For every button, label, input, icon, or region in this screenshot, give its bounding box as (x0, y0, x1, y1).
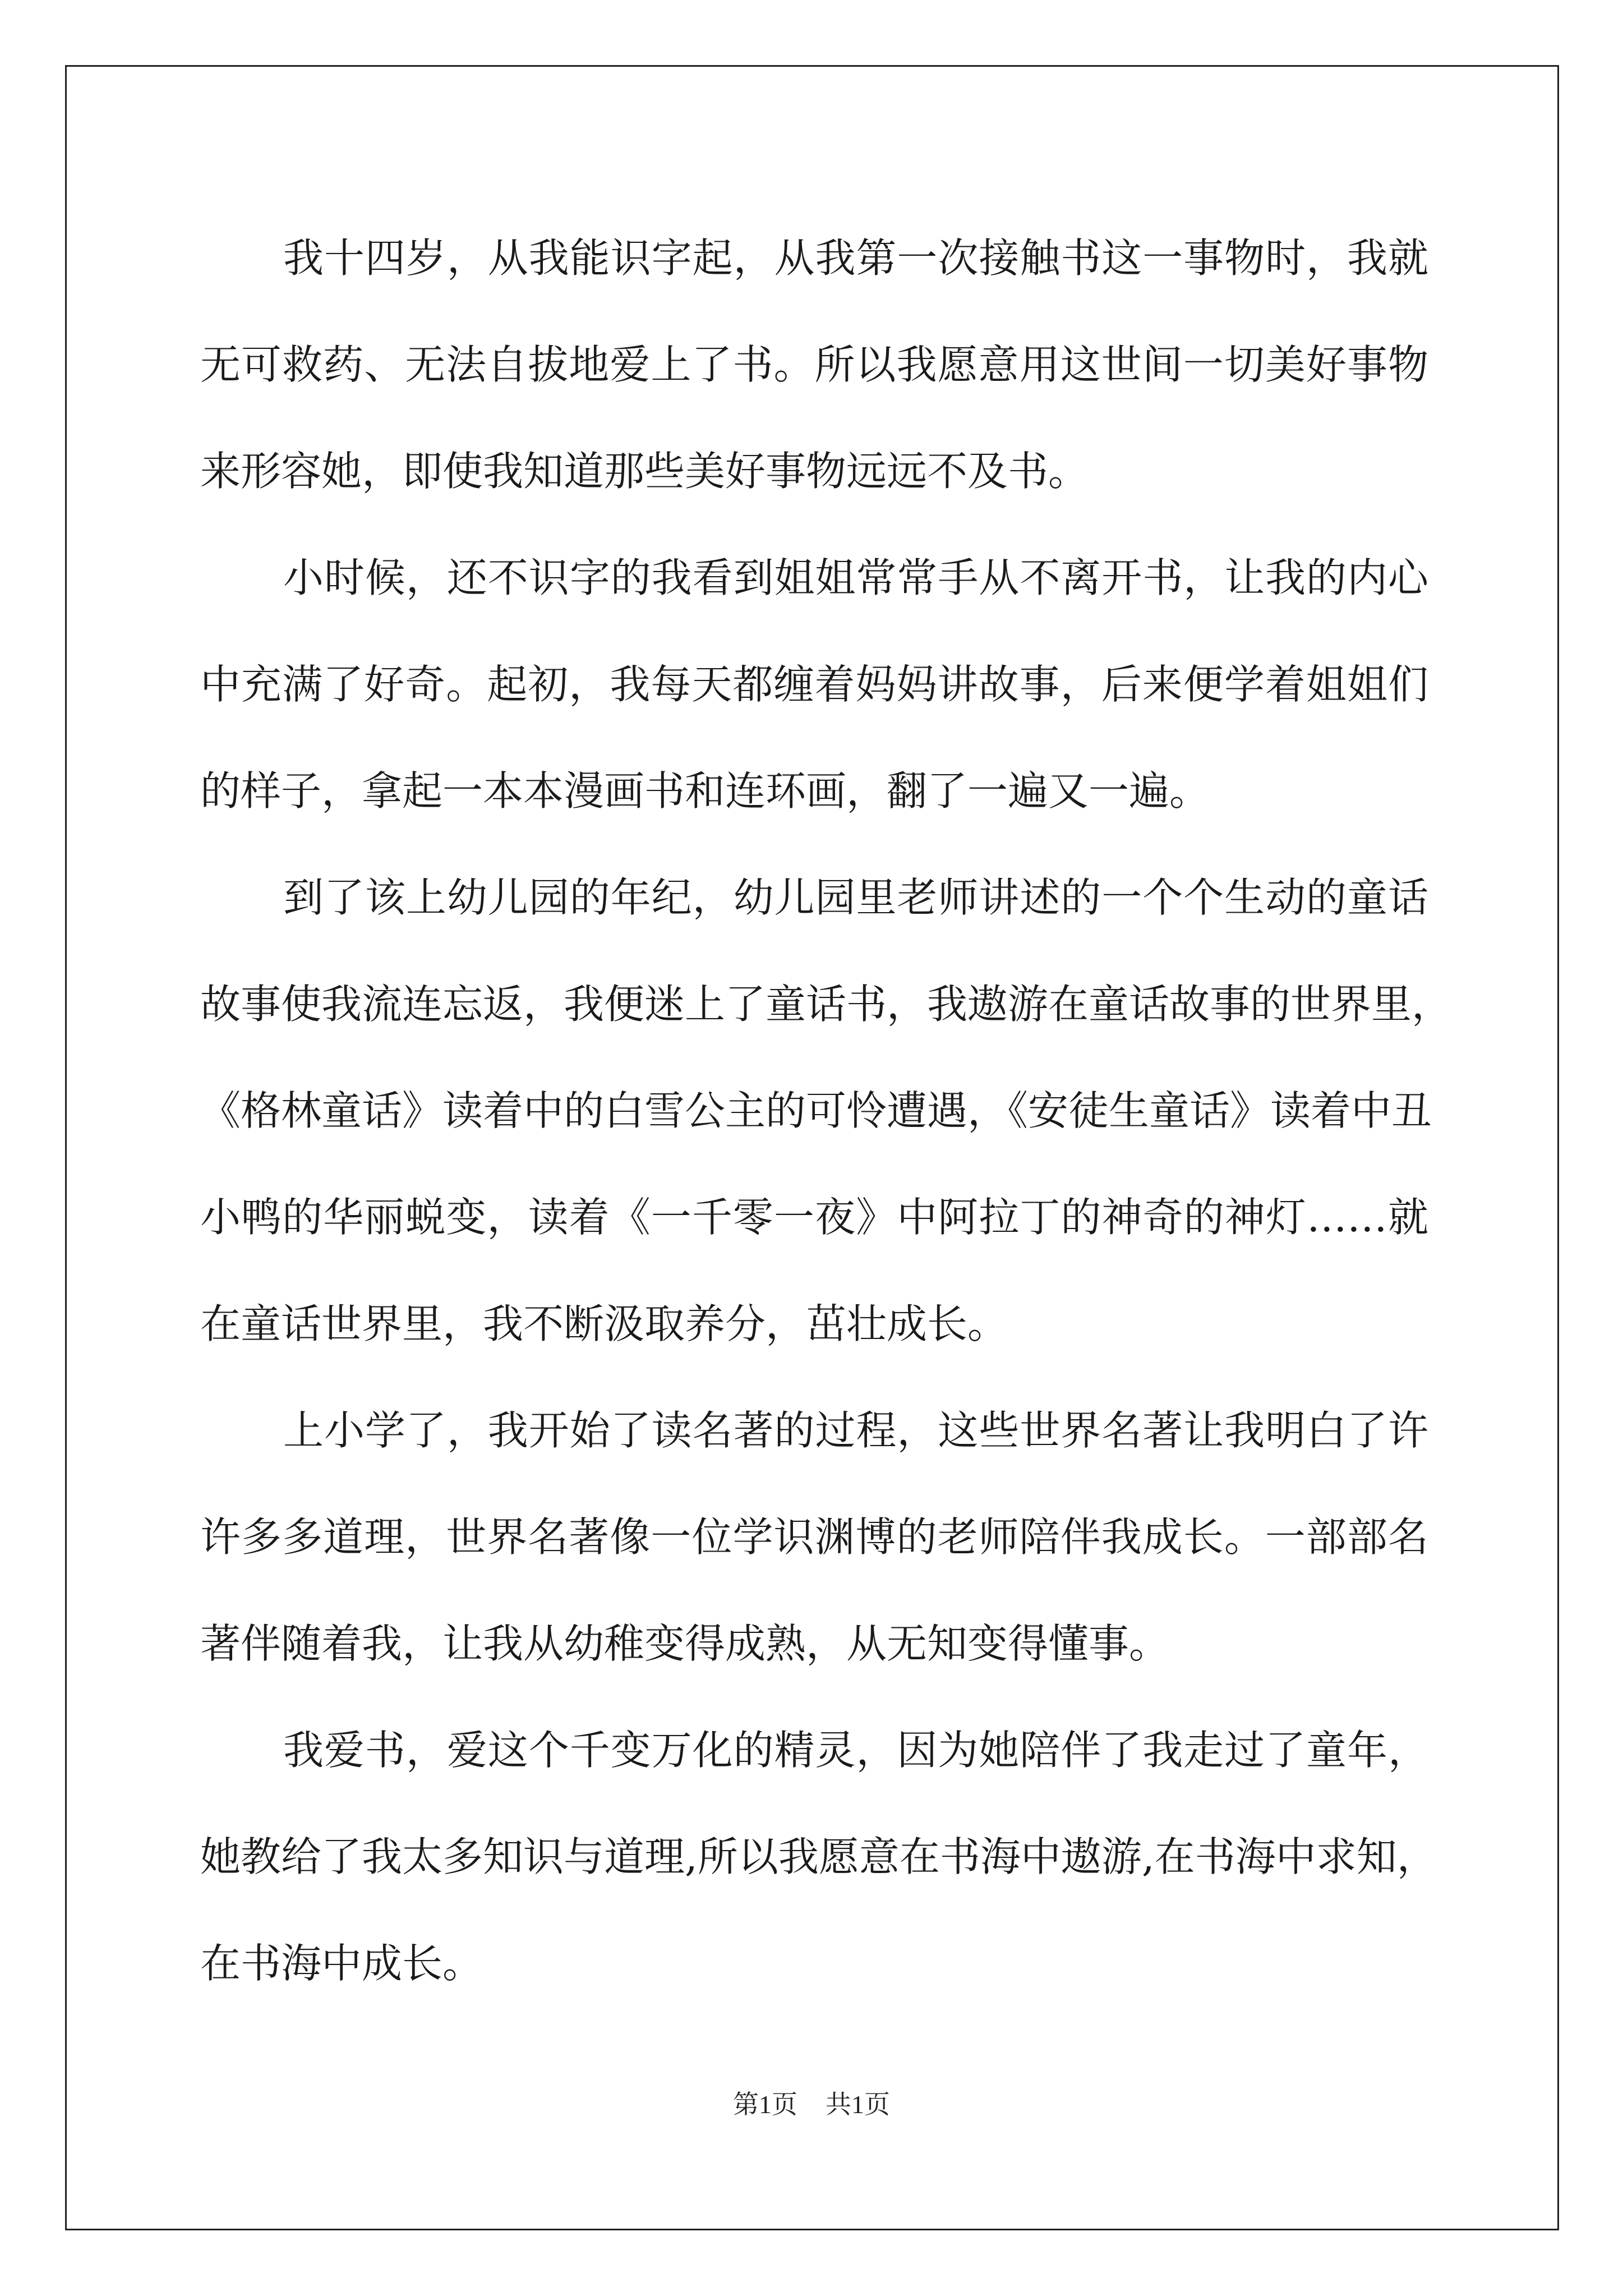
paragraph-3-line-1: 到了该上幼儿园的年纪，幼儿园里老师讲述的一个个生动的童话 (283, 874, 1428, 921)
paragraph-3-line-3: 《格林童话》读着中的白雪公主的可怜遭遇，《安徒生童话》读着中丑 (200, 1087, 1432, 1134)
paragraph-5-line-3: 在书海中成长。 (200, 1940, 483, 1987)
paragraph-4-line-3: 著伴随着我，让我从幼稚变得成熟，从无知变得懂事。 (200, 1620, 1170, 1667)
paragraph-3-line-4: 小鸭的华丽蜕变，读着《一千零一夜》中阿拉丁的神奇的神灯……就 (200, 1194, 1428, 1241)
page-footer (0, 2088, 1623, 2122)
paragraph-3-line-2: 故事使我流连忘返，我便迷上了童话书，我遨游在童话故事的世界里， (200, 981, 1453, 1028)
paragraph-2-line-3: 的样子，拿起一本本漫画书和连环画，翻了一遍又一遍。 (200, 767, 1210, 815)
paragraph-2-line-2: 中充满了好奇。起初，我每天都缠着妈妈讲故事，后来便学着姐姐们 (200, 661, 1428, 708)
paragraph-4-line-1: 上小学了，我开始了读名著的过程，这些世界名著让我明白了许 (283, 1407, 1428, 1454)
paragraph-1-line-3: 来形容她，即使我知道那些美好事物远远不及书。 (200, 448, 1089, 495)
page-number: 第1页 (733, 2090, 797, 2119)
paragraph-1-line-2: 无可救药、无法自拔地爱上了书。所以我愿意用这世间一切美好事物 (200, 341, 1428, 388)
essay-body (200, 205, 1453, 2017)
paragraph-5-line-1: 我爱书，爱这个千变万化的精灵，因为她陪伴了我走过了童年， (283, 1727, 1428, 1774)
paragraph-2-line-1: 小时候，还不识字的我看到姐姐常常手从不离开书，让我的内心 (283, 554, 1428, 601)
paragraph-5-line-2: 她教给了我太多知识与道理,所以我愿意在书海中遨游,在书海中求知， (200, 1833, 1437, 1880)
paragraph-4-line-2: 许多多道理，世界名著像一位学识渊博的老师陪伴我成长。一部部名 (200, 1513, 1428, 1561)
paragraph-3-line-5: 在童话世界里，我不断汲取养分，茁壮成长。 (200, 1300, 1008, 1347)
paragraph-1-line-1: 我十四岁，从我能识字起，从我第一次接触书这一事物时，我就 (283, 234, 1428, 282)
total-pages: 共1页 (826, 2090, 890, 2119)
